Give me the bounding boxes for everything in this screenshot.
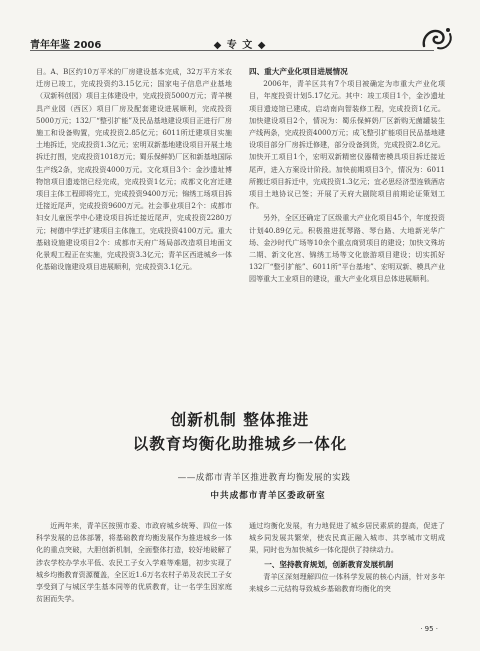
page-number: · 95 · bbox=[420, 625, 438, 633]
body-paragraph: 通过均衡化发展，有力地促进了城乡居民素质的提高，促进了城乡同发展共繁荣，使农民真正融入城市、共享城市文明成果，同时也为加快城乡一体化提供了持续动力。 bbox=[249, 521, 445, 555]
article-subtitle: ——成都市青羊区推进教育均衡发展的实践 bbox=[177, 473, 351, 483]
page-header bbox=[30, 34, 450, 52]
body-paragraph: 另外，全区还确定了区级重大产业化项目45个，年度投资计划40.89亿元。积极推进抚琴路、琴台路、大地新光华广场、金沙时代广场等10余个重点商贸项目的建设；加快文殊坊二期、新文化宫、锦绣工场等文化旅游项目建设；切实抓好132厂“整引扩能”、6011所“平台基地”、宏明双新、模具产业园等重大工业项目的建设，重大产业化项目总体进展顺利。 bbox=[249, 213, 445, 284]
swirl-logo-icon bbox=[420, 24, 454, 52]
section-label: ◆ 专 文 ◆ bbox=[213, 40, 267, 51]
bottom-left-column bbox=[36, 520, 232, 605]
section-heading: 四、重大产业化项目进展情况 bbox=[249, 67, 348, 76]
article-title-line-2: 以教育均衡化助推城乡一体化 bbox=[132, 434, 348, 453]
journal-name: 青年年鉴 2006 bbox=[30, 40, 102, 51]
top-left-column bbox=[36, 66, 232, 273]
article-author: 中共成都市青羊区委政研室 bbox=[210, 491, 326, 501]
header-rule bbox=[30, 50, 434, 51]
body-paragraph: 近两年来，青羊区按照市委、市政府城乡统筹、四位一体科学发展的总体部署，将基础教育均衡发展作为推进城乡一体化的重点突破，大胆创新机制，全面整体打造，较好地破解了涉农学校办学水平低、农民工子女入学难等难题，初步实现了城乡均衡教育资源覆盖，全区近1.6万名农村子弟及农民工子女享受到了与城区学生基本同等的优质教育，让一名学生因家庭贫困而失学。 bbox=[36, 521, 232, 604]
body-paragraph: 2006年，青羊区共有7个项目被确定为市重大产业化项目，年度投资计划5.17亿元。其中：竣工项目1个，金沙遗址项目遗迹馆已建成，启动南向智装修工程，完成投资1亿元。加快建设项目2个，情况为：蜀乐保鲜奶厂区新购无菌罐装生产线两条，完成投资4000万元；成飞整引扩能项目民品基地建设项目部分厂房拆迁修建，部分设备到货，完成投资2.8亿元。加快开工项目1个，宏明双新精密仪器精密模具项目拆迁接近尾声，进入方案设计阶段。加快前期项目3个，情况为：6011所搬迁项目拆迁中，完成投资1.3亿元；宜必思经济型连锁酒店项目土地协议已签；开展了天府大剧院项目前期论证策划工作。 bbox=[249, 79, 445, 211]
body-paragraph: 青羊区深刻理解四位一体科学发展的核心内涵，针对多年来城乡二元结构导致城乡基础教育均衡化的突 bbox=[249, 571, 445, 594]
body-paragraph: 目。A、B区约10万平米的厂房建设基本完成，32万平方米农迁房已竣工，完成投资约3.15亿元；国家电子信息产业基地（双新科创园）项目主体建设中，完成投资5000万元；青羊模具产业园（西区）项目厂房及配套建设进展顺利，完成投资5000万元；132厂“整引扩能”及民品基地建设项目正进行厂房施工和设备购置，完成投资2.85亿元；6011所迁建项目实施土地拆迁，完成投资1.3亿元；宏明双新基地建设项目开展土地拆迁打围，完成投资1018万元；蜀乐保鲜奶厂区和新基地国际生产线2条，完成投资4000万元。文化项目3个：金沙遗址博物馆项目遗迹馆已经完成，完成投资1亿元；成都文化宫迁建项目主体工程即将完工，完成投资9400万元；锦绣工场项目拆迁接近尾声，完成投资9600万元。社会事业项目2个：成都市妇女儿童医学中心建设项目拆迁接近尾声，完成投资2280万元；树德中学迁扩建项目主体施工，完成投资4100万元。重大基础设施建设项目2个：成都市天府广场局部改造项目地面文化景观工程正在实施，完成投资3.3亿元；青羊区西进城乡一体化基础设施建设项目进展顺利，完成投资3.1亿元。 bbox=[36, 67, 232, 272]
article-title-line-1: 创新机制 整体推进 bbox=[170, 410, 310, 429]
section-heading: 一、坚持教育规划，创新教育发展机制 bbox=[264, 559, 394, 569]
top-right-column bbox=[249, 66, 445, 286]
bottom-right-column bbox=[249, 520, 445, 595]
